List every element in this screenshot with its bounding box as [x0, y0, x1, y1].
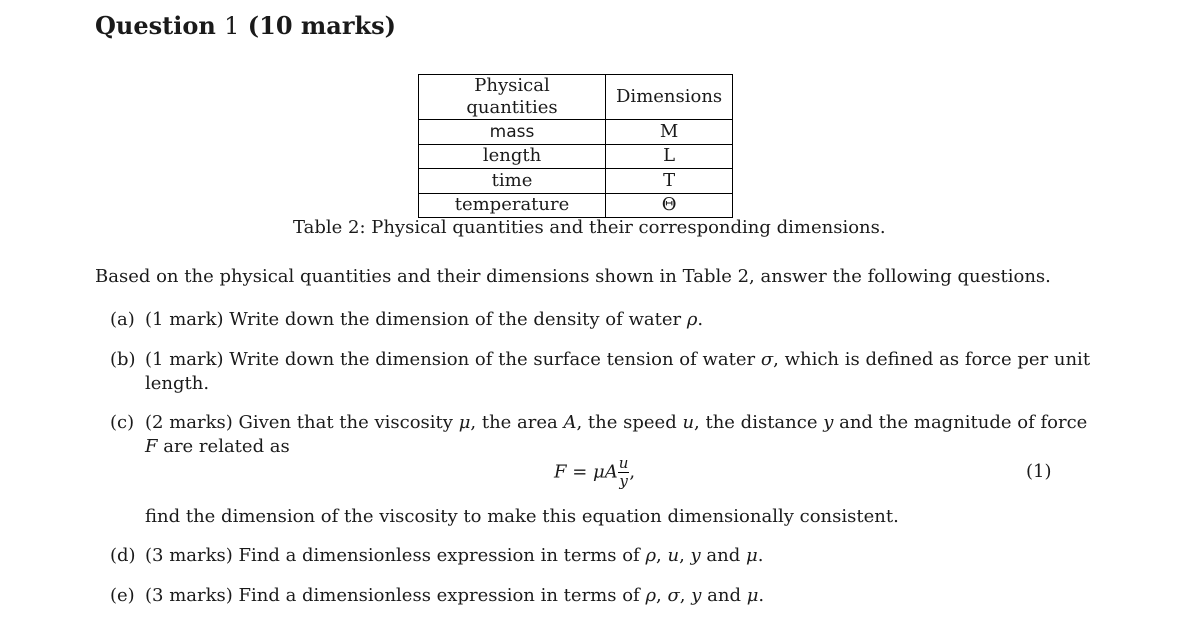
speed-symbol: u — [667, 545, 680, 566]
part-c-text-line3: find the dimension of the viscosity to make this equation dimensionally consistent. — [145, 506, 899, 527]
equation-number: (1) — [1026, 461, 1052, 482]
part-c-seg6: are related as — [157, 436, 290, 457]
part-b-body-end: , which is defined as force per unit — [773, 349, 1091, 370]
separator: , — [679, 585, 692, 606]
part-b-label: (b) — [110, 349, 136, 370]
table-cell-quantity: time — [419, 169, 606, 194]
part-c-label: (c) — [110, 412, 135, 433]
part-c-text-line1 — [145, 412, 1087, 433]
mu-symbol: μ — [458, 412, 471, 433]
table-cell-quantity: length — [419, 144, 606, 169]
equation-denominator: y — [619, 472, 628, 490]
separator: , — [656, 545, 668, 566]
rho-symbol: ρ — [686, 309, 698, 330]
table-cell-dimension: T — [606, 169, 733, 194]
area-symbol: A — [563, 412, 577, 433]
part-a-body: (1 mark) Write down the dimension of the density of water — [145, 309, 687, 330]
part-e-text — [145, 585, 764, 606]
part-d-label: (d) — [110, 545, 136, 566]
distance-symbol: y — [690, 545, 701, 566]
part-b-text-line2: length. — [145, 373, 210, 394]
table-row — [419, 144, 733, 169]
dimension-table — [418, 74, 733, 218]
part-b-text-line1 — [145, 349, 1090, 370]
separator: , — [656, 585, 668, 606]
table-cell-dimension: L — [606, 144, 733, 169]
mu-symbol: μ — [746, 585, 759, 606]
table-cell-quantity: temperature — [419, 193, 606, 218]
part-d-body: (3 marks) Find a dimensionless expression in terms of — [145, 545, 646, 566]
part-e-period: . — [758, 585, 765, 606]
and-word: and — [701, 585, 747, 606]
table-row — [419, 193, 733, 218]
heading-word: Question — [95, 11, 216, 40]
table-cell-dimension: M — [606, 120, 733, 145]
rho-symbol: ρ — [645, 585, 657, 606]
table-row — [419, 120, 733, 145]
part-c-seg2: , the area — [470, 412, 564, 433]
question-heading — [95, 11, 396, 40]
equation-numerator: u — [618, 454, 629, 472]
sigma-symbol: σ — [760, 349, 774, 370]
rho-symbol: ρ — [645, 545, 657, 566]
part-b-body: (1 mark) Write down the dimension of the surface tension of water — [145, 349, 761, 370]
distance-symbol: y — [823, 412, 834, 433]
part-e-label: (e) — [110, 585, 135, 606]
equation-fraction — [618, 455, 630, 490]
mu-symbol: μ — [746, 545, 758, 566]
equation-mu: μ — [593, 461, 605, 483]
and-word: and — [700, 545, 746, 566]
table-cell-dimension: Θ — [606, 193, 733, 218]
equation-equals: = — [566, 461, 594, 483]
table-caption: Table 2: Physical quantities and their corresponding dimensions. — [293, 217, 886, 238]
part-a-label: (a) — [110, 309, 135, 330]
intro-paragraph: Based on the physical quantities and their dimensions shown in Table 2, answer the following questions. — [95, 266, 1051, 287]
speed-symbol: u — [682, 412, 695, 433]
part-e-body: (3 marks) Find a dimensionless expression in terms of — [145, 585, 646, 606]
part-c-text-line2 — [145, 436, 290, 457]
question-number: 1 — [224, 12, 240, 40]
part-c-seg1: (2 marks) Given that the viscosity — [145, 412, 459, 433]
table-header-quantity: Physical quantities — [419, 75, 606, 120]
equation-area: A — [604, 461, 618, 483]
part-d-period: . — [757, 545, 764, 566]
question-marks: (10 marks) — [247, 11, 396, 40]
equation-comma: , — [629, 461, 636, 483]
sigma-symbol: σ — [667, 585, 680, 606]
separator: , — [679, 545, 691, 566]
equation-1 — [554, 455, 635, 490]
part-c-seg5: and the magnitude of force — [833, 412, 1088, 433]
part-a-text — [145, 309, 703, 330]
part-a-period: . — [697, 309, 704, 330]
table-header-dimension: Dimensions — [606, 75, 733, 120]
table-header-row — [419, 75, 733, 120]
part-d-text — [145, 545, 763, 566]
table-cell-quantity: mass — [419, 120, 606, 145]
distance-symbol: y — [691, 585, 702, 606]
part-c-seg3: , the speed — [576, 412, 683, 433]
part-c-seg4: , the distance — [694, 412, 824, 433]
force-symbol: F — [145, 436, 158, 457]
table-row — [419, 169, 733, 194]
equation-lhs: F — [554, 461, 567, 483]
